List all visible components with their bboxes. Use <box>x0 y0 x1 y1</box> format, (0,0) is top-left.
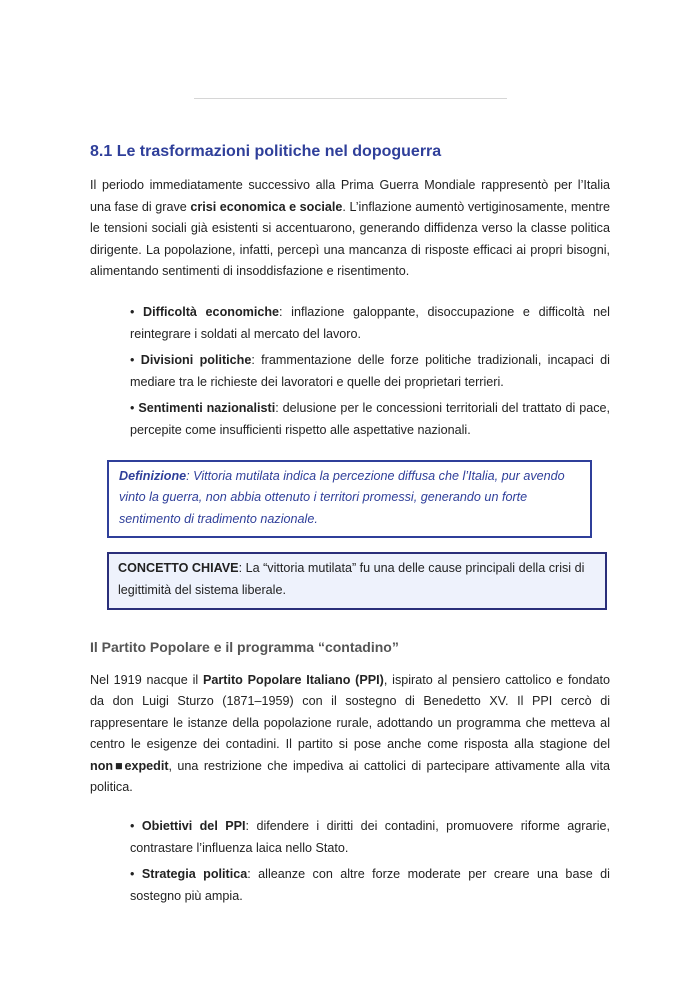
key-concept-label: CONCETTO CHIAVE <box>118 561 239 576</box>
list-item-label: Obiettivi del PPI <box>141 819 246 834</box>
ppi-text-1: Nel 1919 nacque il <box>90 672 203 687</box>
list-item <box>130 302 610 345</box>
list-item-label: Sentimenti nazionalisti <box>138 401 276 416</box>
page-content <box>90 141 610 907</box>
ppi-text-2: , ispirato al pensiero cattolico e fondato da don Luigi Sturzo (1871–1959) con il sostegno di Benedetto XV. Il PPI cercò di rappresentare le istanze della popolazione rurale, adottando un programma che metteva al centro le esigenze dei contadini. Il partito si pose anche come risposta alla stagione del <box>90 672 610 752</box>
ppi-paragraph <box>90 670 610 800</box>
list-item-label: Divisioni politiche <box>140 353 252 368</box>
list-item-label: Difficoltà economiche <box>143 304 280 319</box>
section-title: 8.1 Le trasformazioni politiche nel dopoguerra <box>90 143 442 160</box>
bullet-marker: • <box>130 819 142 834</box>
ppi-bold-1: Partito Popolare Italiano (PPI) <box>202 672 384 687</box>
list-item <box>130 398 610 441</box>
intro-bold-1: crisi economica e sociale <box>190 199 343 214</box>
intro-text-1: Il periodo immediatamente successivo alla Prima Guerra Mondiale rappresentò per l’Italia una fase di grave <box>90 178 610 214</box>
list-item-text: : alleanze con altre forze moderate per creare una base di sostegno più ampia. <box>130 867 610 903</box>
list-item-label: Strategia politica <box>141 867 248 882</box>
list-item <box>130 864 610 907</box>
ppi-list <box>90 816 610 907</box>
list-item-text: : delusione per le concessioni territoriali del trattato di pace, percepite come insufficienti rispetto alle aspettative nazionali. <box>130 401 610 437</box>
causes-list <box>90 302 610 442</box>
list-item <box>130 816 610 859</box>
list-item-text: : inflazione galoppante, disoccupazione e difficoltà nel reintegrare i soldati al mercato del lavoro. <box>130 304 610 341</box>
ppi-text-3: , una restrizione che impediva ai cattolici di partecipare attivamente alla vita politica. <box>90 758 610 795</box>
intro-paragraph <box>90 175 610 283</box>
bullet-marker: • <box>130 353 141 368</box>
list-item <box>130 350 610 393</box>
key-concept-box <box>107 552 607 609</box>
definition-label: Definizione <box>119 468 187 483</box>
definition-text: : Vittoria mutilata indica la percezione diffusa che l’Italia, pur avendo vinto la guerra, non abbia ottenuto i territori promessi, generando un forte sentimento di tradimento nazionale. <box>119 468 565 526</box>
subsection-title: Il Partito Popolare e il programma “contadino” <box>90 638 399 655</box>
list-item-text: : difendere i diritti dei contadini, promuovere riforme agrarie, contrastare l’influenza laica nello Stato. <box>130 819 610 855</box>
header-divider <box>194 98 507 99</box>
bullet-marker: • <box>130 401 139 416</box>
list-item-text: : frammentazione delle forze politiche tradizionali, incapaci di mediare tra le richieste dei lavoratori e quelle dei proprietari terrieri. <box>130 353 610 389</box>
bullet-marker: • <box>130 304 144 319</box>
key-concept-text: : La “vittoria mutilata” fu una delle cause principali della crisi di legittimità del sistema liberale. <box>118 561 585 597</box>
intro-text-2: . L’inflazione aumentò vertiginosamente, mentre le tensioni sociali già esistenti si accentuarono, generando diffidenza verso la classe politica dirigente. La popolazione, infatti, percepì una mancanza di risposte efficaci ai propri bisogni, alimentando sentimenti di insoddisfazione e risentimento. <box>90 199 611 279</box>
bullet-marker: • <box>130 867 142 882</box>
definition-box <box>107 460 592 539</box>
ppi-bold-2: non■expedit <box>90 758 169 773</box>
